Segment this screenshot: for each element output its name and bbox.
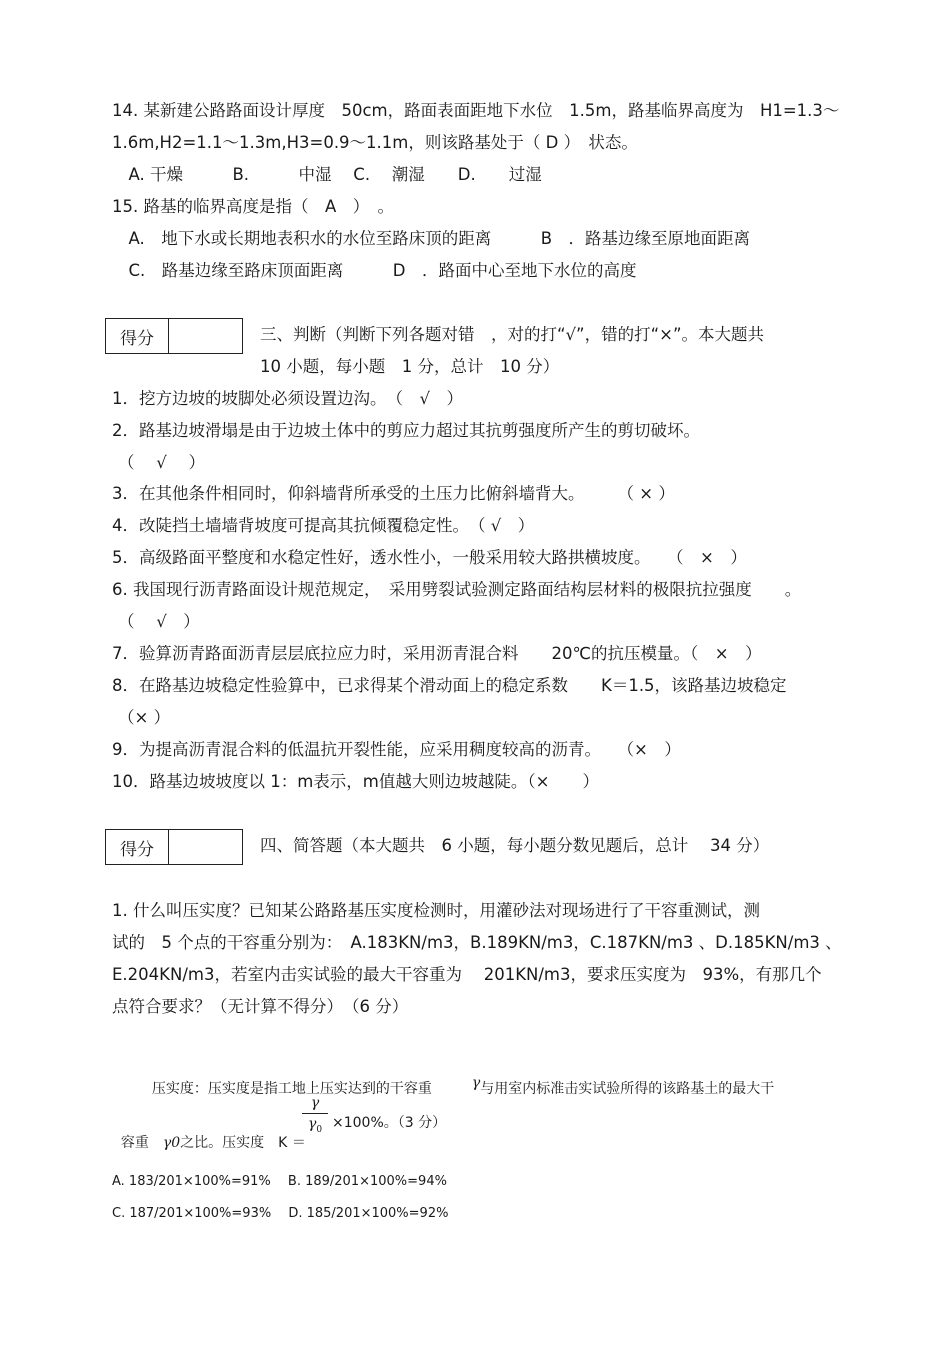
q14-line2: 1.6m,H2=1.1～1.3m,H3=0.9～1.1m，则该路基处于（ D ） 状态。	[112, 133, 638, 152]
judge-item-3: 3．在其他条件相同时，仰斜墙背所承受的土压力比俯斜墙背大。 （ × ）	[112, 484, 675, 503]
q4-1-line4: 点符合要求？（无计算不得分） （6 分）	[112, 997, 409, 1016]
judge-item-2: 2．路基边坡滑塌是由于边坡土体中的剪应力超过其抗剪强度所产生的剪切破坏。	[112, 421, 700, 440]
q4-1-line1: 1. 什么叫压实度？已知某公路路基压实度检测时，用灌砂法对现场进行了干容重测试，测	[112, 901, 760, 920]
answer-definition-line1	[143, 1059, 774, 1099]
q15-options-ab: A. 地下水或长期地表积水的水位至路床顶的距离 B ．路基边缘至原地面距离	[112, 229, 751, 248]
fraction-bar	[302, 1113, 328, 1114]
q14-options: A. 干燥 B. 中湿 C. 潮湿 D. 过湿	[112, 165, 542, 184]
judge-item-9: 9．为提高沥青混合料的低温抗开裂性能，应采用稠度较高的沥青。 （× ）	[112, 740, 681, 759]
gamma0-symbol: γ0	[162, 1135, 181, 1151]
q14-line1: 14. 某新建公路路面设计厚度 50cm，路面表面距地下水位 1.5m，路基临界高度为 H1=1.3～	[112, 101, 840, 120]
judge-item-7: 7．验算沥青路面沥青层层底拉应力时，采用沥青混合料 20℃的抗压模量。（ × ）	[112, 644, 762, 663]
judge-item-1: 1．挖方边坡的坡脚处必须设置边沟。 （ √ ）	[112, 389, 464, 408]
judge-item-2-answer: （ √ ）	[118, 453, 206, 472]
answer-def1-b: 与用室内标准击实试验所得的该路基土的最大干	[480, 1081, 775, 1097]
score-label: 得分	[106, 319, 169, 353]
section3-title-line1: 三、判断（判断下列各题对错 ，对的打“√”，错的打“×”。本大题共	[260, 325, 765, 344]
score-blank	[169, 830, 242, 864]
answer-def2-c: ×100%。（3 分）	[332, 1115, 447, 1131]
q4-1-line3: E.204KN/m3，若室内击实试验的最大干容重为 201KN/m3，要求压实度为 93%，有那几个	[112, 965, 822, 984]
section3-title-line2: 10 小题，每小题 1 分，总计 10 分）	[260, 357, 560, 376]
score-blank	[169, 319, 242, 353]
answer-def2-a: 容重	[120, 1135, 149, 1151]
answer-definition-line2	[112, 1113, 306, 1153]
fraction-numerator: γ	[310, 1095, 320, 1111]
judge-item-4: 4．改陡挡土墙墙背坡度可提高其抗倾覆稳定性。 （ √ ）	[112, 516, 535, 535]
score-label: 得分	[106, 830, 169, 864]
judge-item-8: 8．在路基边坡稳定性验算中，已求得某个滑动面上的稳定系数 K＝1.5，该路基边坡稳定	[112, 676, 787, 695]
fraction-denominator: $\gamma_0$	[307, 1116, 323, 1135]
judge-item-6: 6. 我国现行沥青路面设计规范规定， 采用劈裂试验测定路面结构层材料的极限抗拉强度 。	[112, 580, 802, 599]
gamma-symbol: γ	[471, 1075, 481, 1091]
compaction-fraction	[300, 1094, 330, 1139]
score-box-section3	[105, 318, 243, 354]
judge-item-8-answer: （× ）	[118, 708, 171, 727]
judge-item-6-answer: （ √ ）	[118, 612, 200, 631]
calc-line1: A. 183/201×100%=91% B. 189/201×100%=94%	[112, 1174, 447, 1189]
judge-item-5: 5．高级路面平整度和水稳定性好，透水性小，一般采用较大路拱横坡度。 （ × ）	[112, 548, 747, 567]
answer-def2-b: 之比。压实度 K ＝	[180, 1135, 306, 1151]
score-box-section4	[105, 829, 243, 865]
calc-line2: C. 187/201×100%=93% D. 185/201×100%=92%	[112, 1206, 449, 1221]
judge-item-10: 10．路基边坡坡度以 1：m表示，m值越大则边坡越陡。（× ）	[112, 772, 599, 791]
q15-options-cd: C. 路基边缘至路床顶面距离 D ．路面中心至地下水位的高度	[112, 261, 637, 280]
answer-def1-a: 压实度：压实度是指工地上压实达到的干容重	[151, 1081, 432, 1097]
section4-title: 四、简答题（本大题共 6 小题，每小题分数见题后，总计 34 分）	[260, 836, 770, 855]
q4-1-line2: 试的 5 个点的干容重分别为： A.183KN/m3，B.189KN/m3，C.187KN/m3 、D.185KN/m3 、	[112, 933, 842, 952]
q15-line1: 15. 路基的临界高度是指（ A ） 。	[112, 197, 395, 216]
